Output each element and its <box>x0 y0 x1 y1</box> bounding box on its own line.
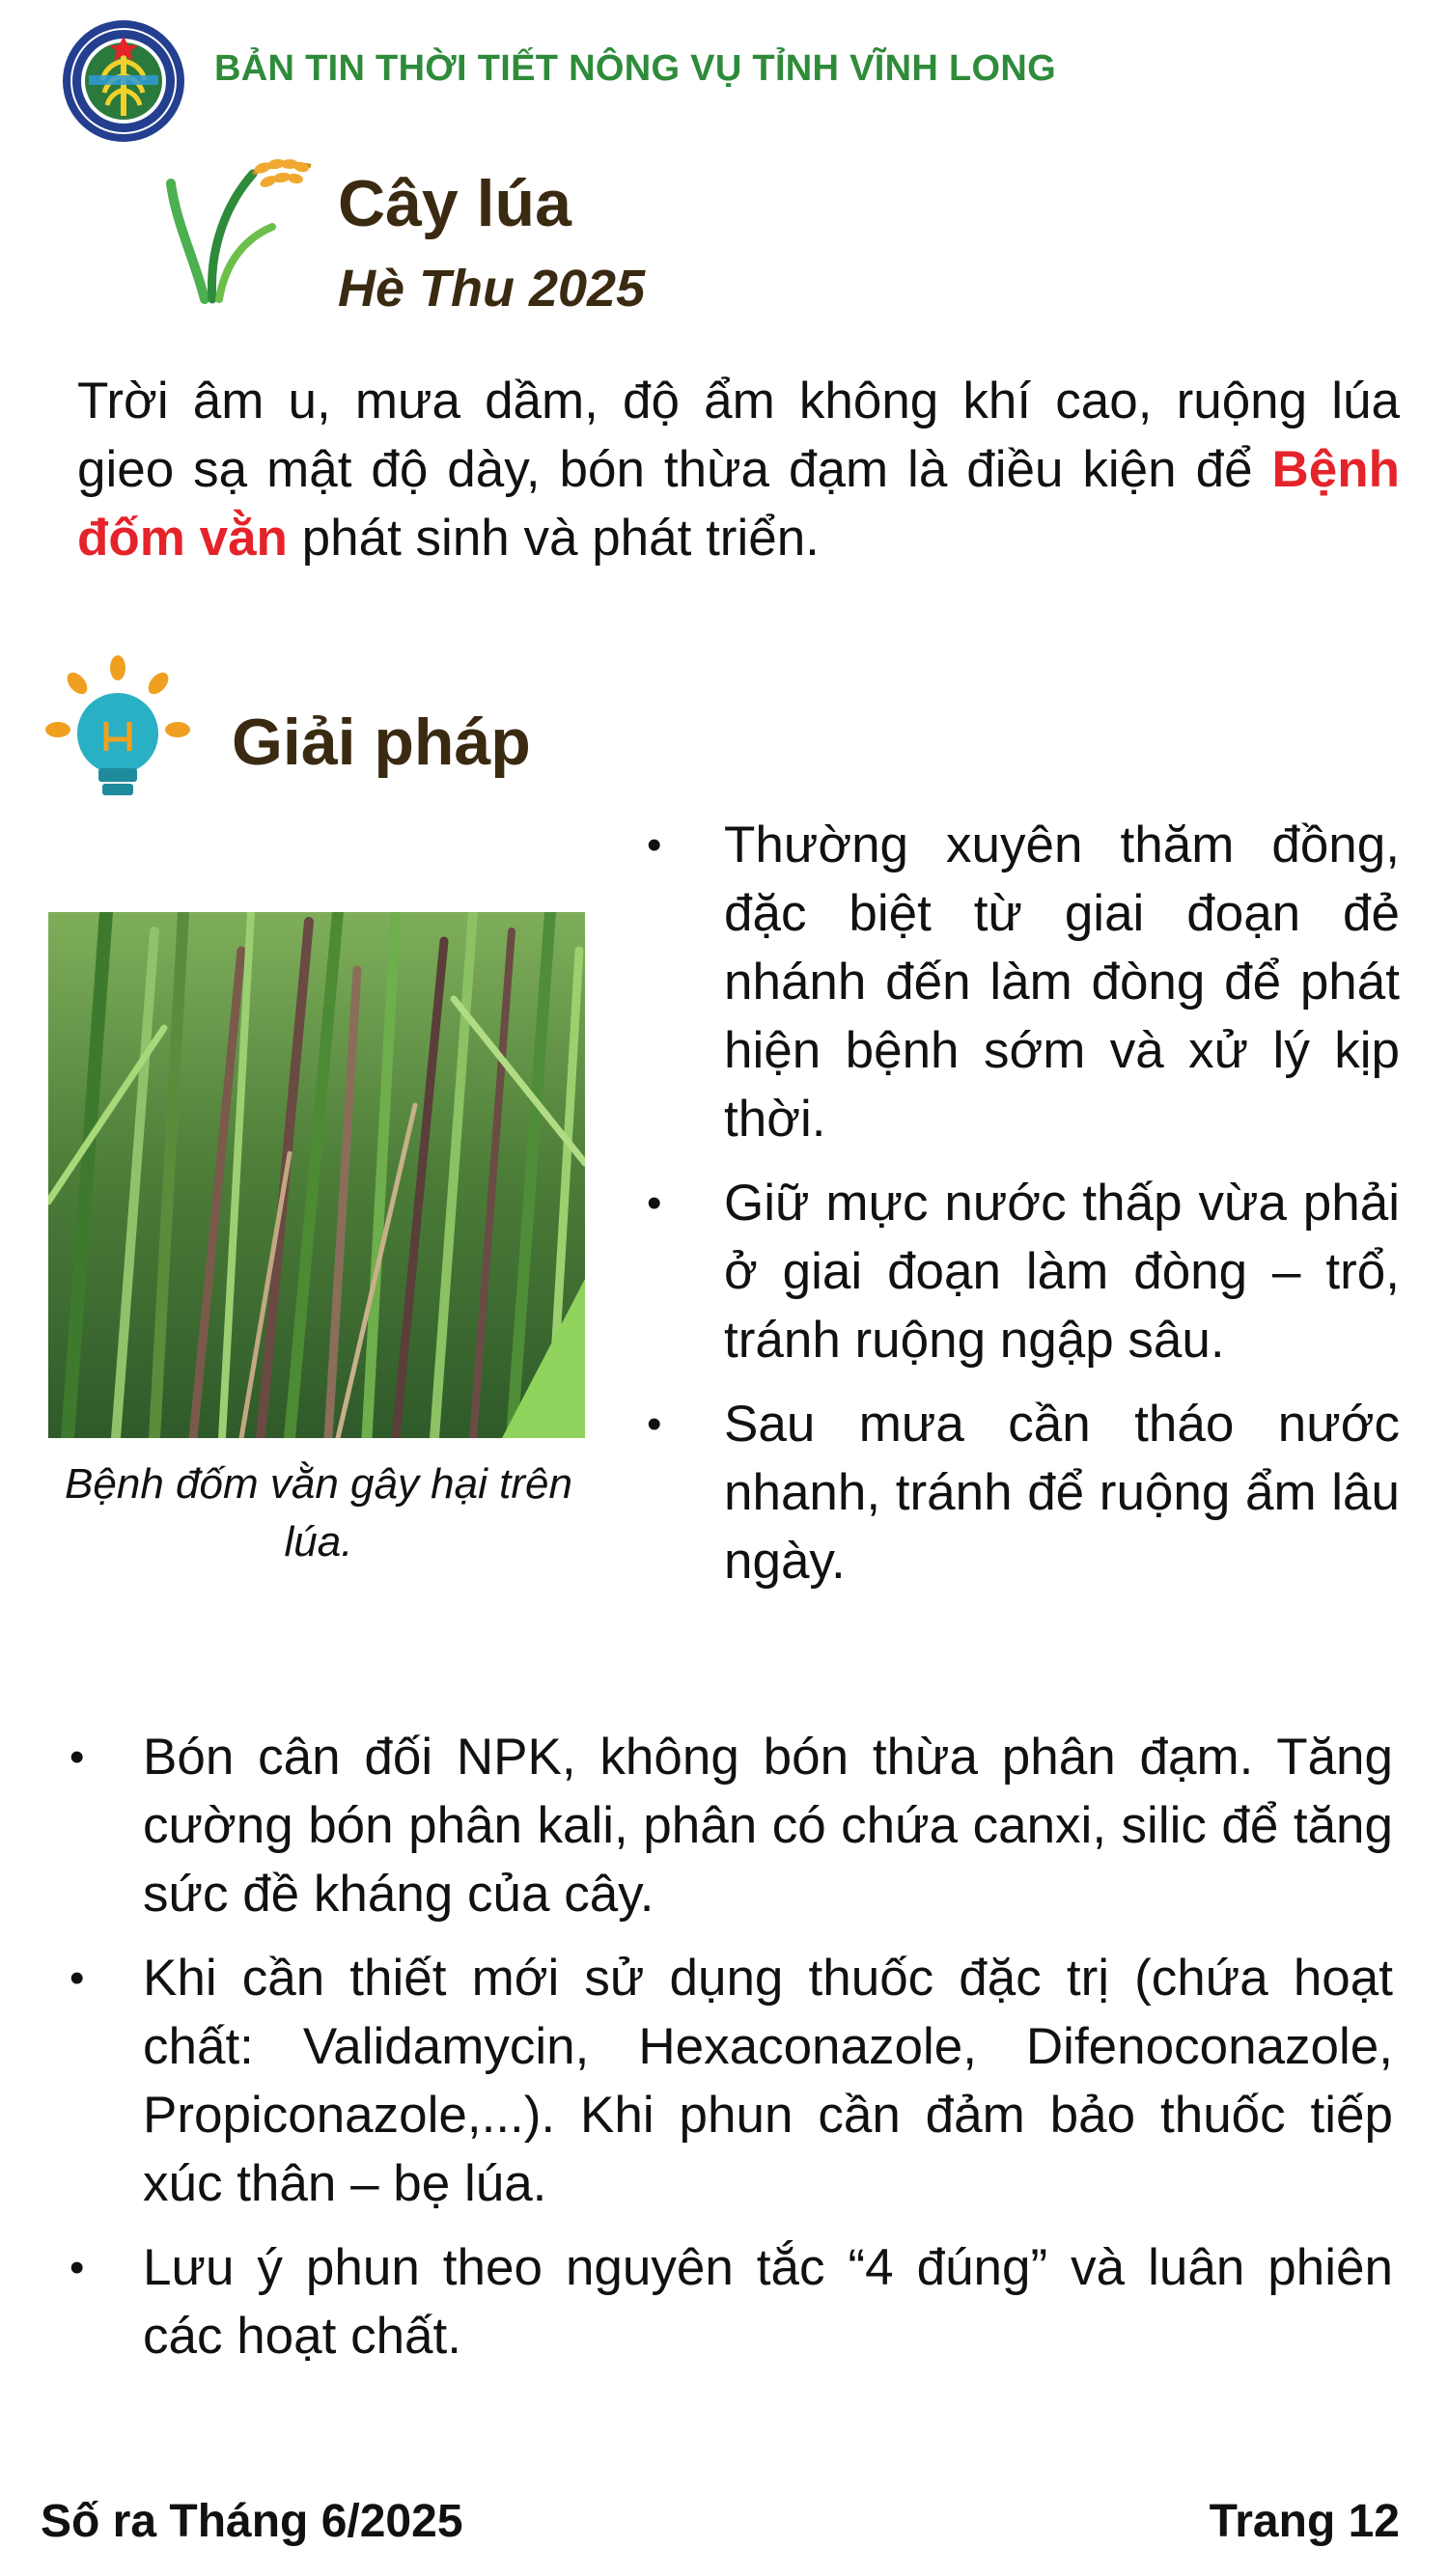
list-item: • Giữ mực nước thấp vừa phải ở giai đoạn làm đòng – trổ, tránh ruộng ngập sâu. <box>724 1169 1400 1374</box>
list-item: • Bón cân đối NPK, không bón thừa phân đạm. Tăng cường bón phân kali, phân có chứa canxi, silic để tăng sức đề kháng của cây. <box>143 1723 1393 1928</box>
intro-paragraph <box>77 367 1400 572</box>
page-number: Trang 12 <box>1209 2496 1400 2547</box>
rice-plant-icon <box>166 154 316 304</box>
solution-title: Giải pháp <box>232 706 531 779</box>
solution-list-right <box>724 811 1400 1611</box>
agriculture-department-seal-icon <box>60 17 187 145</box>
crop-title: Cây lúa <box>338 167 571 240</box>
issue-label: Số ra Tháng 6/2025 <box>41 2496 463 2547</box>
lightbulb-icon <box>39 654 198 814</box>
intro-text-before: Trời âm u, mưa dầm, độ ẩm không khí cao, ruộng lúa gieo sạ mật độ dày, bón thừa đạm là điều kiện để <box>77 373 1400 498</box>
list-item: • Lưu ý phun theo nguyên tắc “4 đúng” và luân phiên các hoạt chất. <box>143 2233 1393 2370</box>
intro-text-after: phát sinh và phát triển. <box>287 510 820 567</box>
list-item: • Khi cần thiết mới sử dụng thuốc đặc trị (chứa hoạt chất: Validamycin, Hexaconazole, Difenoconazole, Propiconazole,...). Khi phun cần đảm bảo thuốc tiếp xúc thân – bẹ lúa. <box>143 1944 1393 2218</box>
list-item: • Sau mưa cần tháo nước nhanh, tránh để ruộng ẩm lâu ngày. <box>724 1390 1400 1595</box>
photo-caption: Bệnh đốm vằn gây hại trên lúa. <box>65 1460 572 1565</box>
rice-disease-photo <box>48 912 585 1438</box>
disease-name-highlight: Bệnh đốm vằn <box>77 441 1400 567</box>
season-title: Hè Thu 2025 <box>338 260 646 318</box>
solution-list-bottom <box>143 1723 1393 2386</box>
list-item: • Thường xuyên thăm đồng, đặc biệt từ giai đoạn đẻ nhánh đến làm đòng để phát hiện bệnh sớm và xử lý kịp thời. <box>724 811 1400 1153</box>
bulletin-title: BẢN TIN THỜI TIẾT NÔNG VỤ TỈNH VĨNH LONG <box>214 48 1056 89</box>
